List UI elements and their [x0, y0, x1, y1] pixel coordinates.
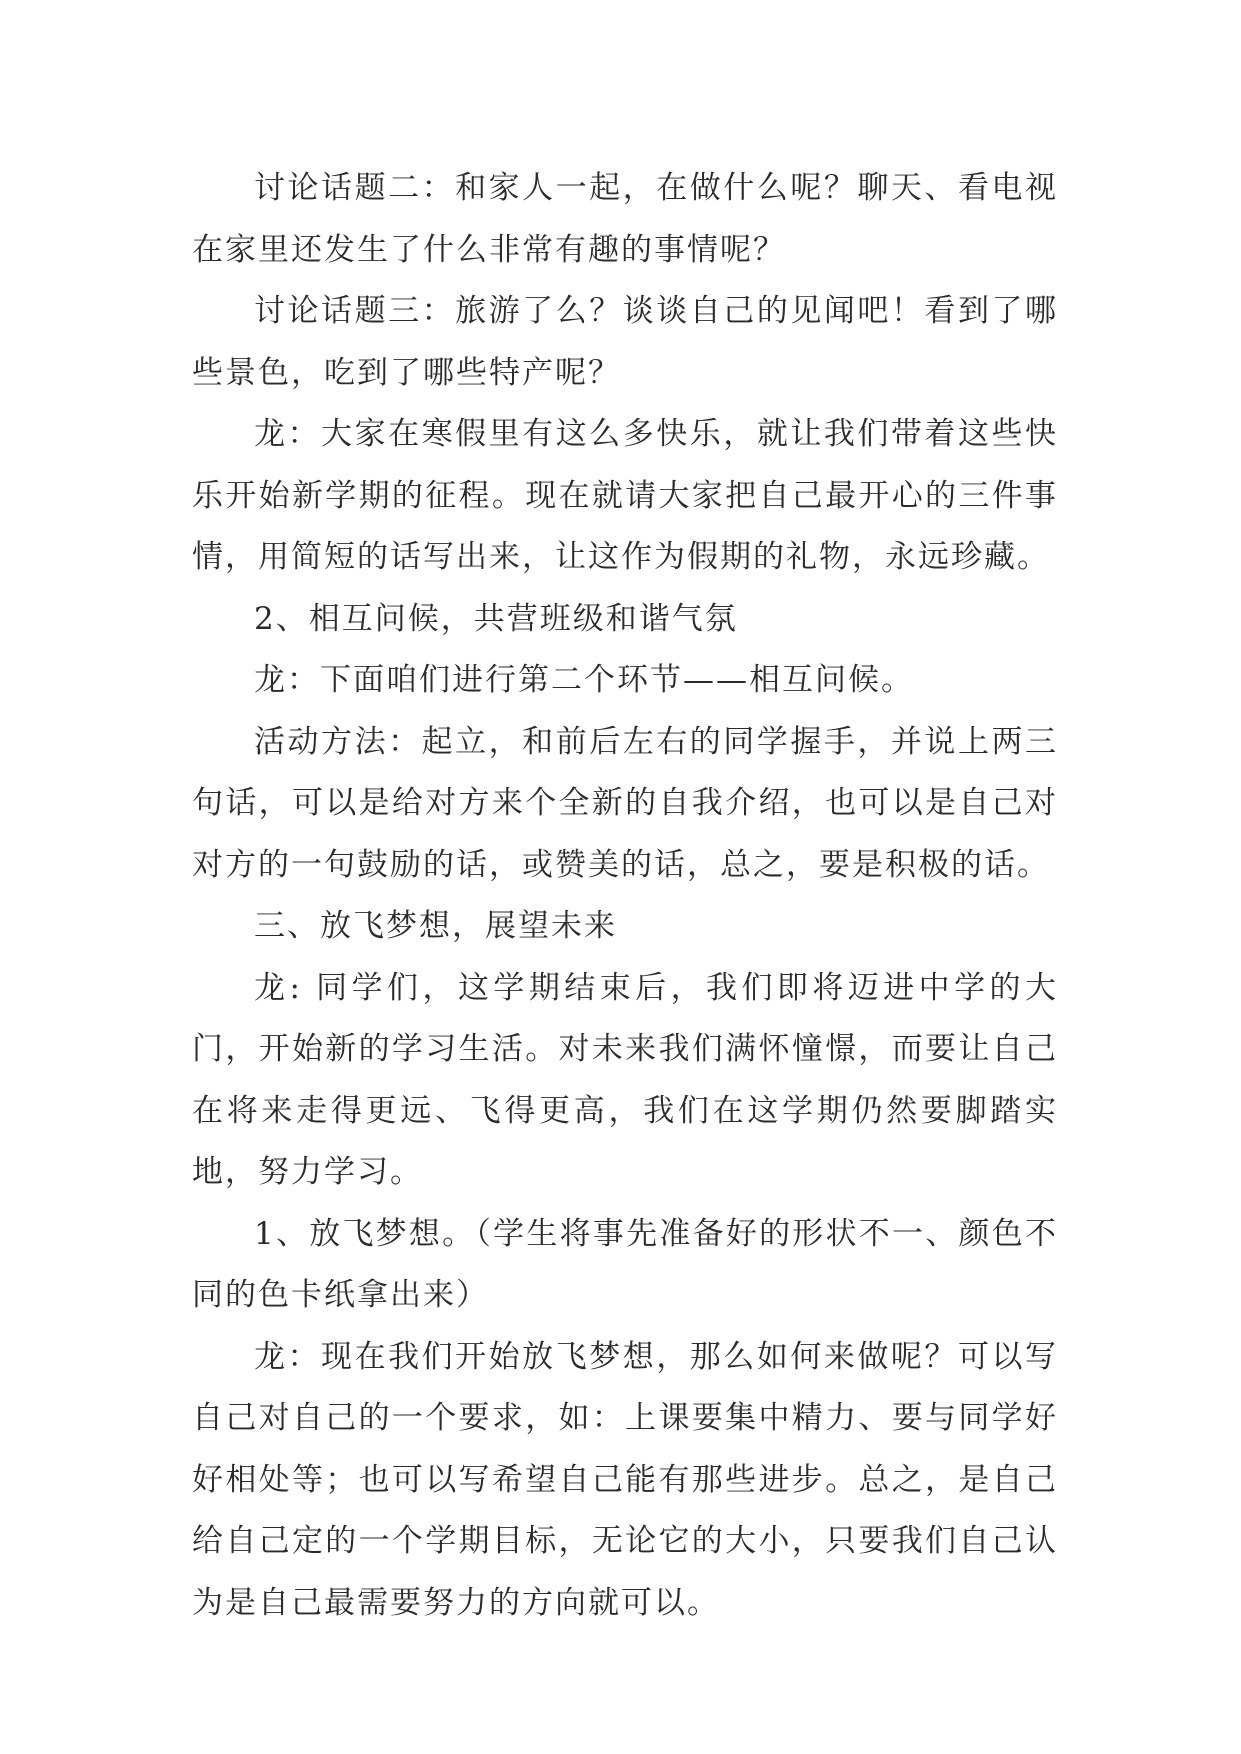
paragraph-long-second-step: 龙：下面咱们进行第二个环节——相互问候。	[254, 662, 914, 698]
paragraph-topic-two: 讨论话题二：和家人一起，在做什么呢？聊天、看电视在家里还发生了什么非常有趣的事情呢？	[192, 170, 1058, 268]
section-heading-greetings: 2、相互问候，共营班级和谐气氛	[254, 600, 738, 637]
section-heading-release-dreams: 1、放飞梦想。（学生将事先准备好的形状不一、颜色不同的色卡纸拿出来）	[192, 1215, 1058, 1313]
paragraph-long-future: 龙: 同学们，这学期结束后，我们即将迈进中学的大门，开始新的学习生活。对未来我们满怀憧憬，而要让自己在将来走得更远、飞得更高，我们在这学期仍然要脚踏实地，努力学习。	[192, 969, 1058, 1190]
paragraph-activity-method: 活动方法：起立，和前后左右的同学握手，并说上两三句话，可以是给对方来个全新的自我介绍，也可以是自己对对方的一句鼓励的话，或赞美的话，总之，要是积极的话。	[192, 723, 1058, 883]
paragraph-long-holiday-joy: 龙：大家在寒假里有这么多快乐，就让我们带着这些快乐开始新学期的征程。现在就请大家把自己最开心的三件事情，用简短的话写出来，让这作为假期的礼物，永远珍藏。	[192, 416, 1058, 575]
section-heading-dreams: 三、放飞梦想，展望未来	[254, 908, 617, 944]
paragraph-topic-three: 讨论话题三：旅游了么？谈谈自己的见闻吧！看到了哪些景色，吃到了哪些特产呢？	[192, 293, 1058, 391]
document-body	[192, 158, 1058, 1634]
paragraph-long-goals: 龙：现在我们开始放飞梦想，那么如何来做呢？可以写自己对自己的一个要求，如：上课要集中精力、要与同学好好相处等；也可以写希望自己能有那些进步。总之，是自己给自己定的一个学期目标，无论它的大小，只要我们自己认为是自己最需要努力的方向就可以。	[192, 1338, 1058, 1621]
